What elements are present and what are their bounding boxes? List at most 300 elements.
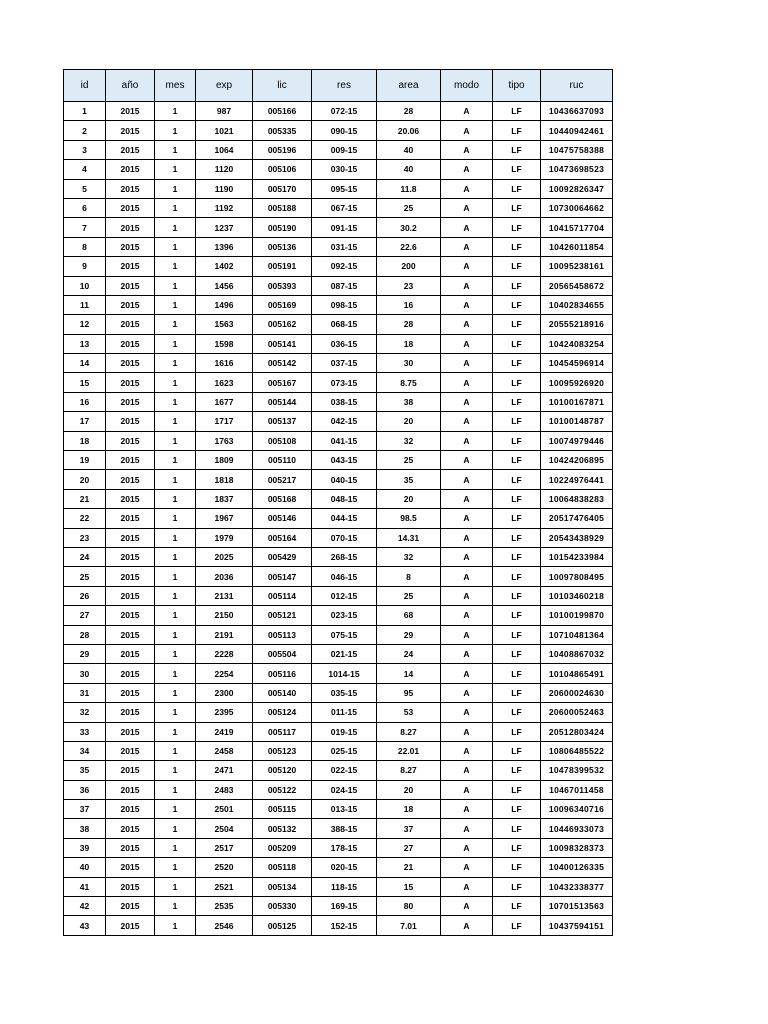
cell-exp: 1064 xyxy=(196,140,253,159)
table-row xyxy=(64,354,613,373)
cell-exp: 2501 xyxy=(196,800,253,819)
cell-lic: 005117 xyxy=(253,722,312,741)
cell-tipo: LF xyxy=(493,877,541,896)
cell-res: 025-15 xyxy=(312,741,377,760)
cell-ano: 2015 xyxy=(106,392,155,411)
cell-ruc: 10100148787 xyxy=(541,412,613,431)
cell-ano: 2015 xyxy=(106,412,155,431)
cell-lic: 005114 xyxy=(253,586,312,605)
cell-ano: 2015 xyxy=(106,683,155,702)
cell-exp: 2150 xyxy=(196,606,253,625)
cell-exp: 2300 xyxy=(196,683,253,702)
cell-tipo: LF xyxy=(493,683,541,702)
cell-res: 091-15 xyxy=(312,218,377,237)
cell-exp: 2520 xyxy=(196,858,253,877)
cell-res: 1014-15 xyxy=(312,664,377,683)
cell-area: 11.8 xyxy=(377,179,441,198)
cell-modo: A xyxy=(441,877,493,896)
cell-ruc: 10467011458 xyxy=(541,780,613,799)
cell-tipo: LF xyxy=(493,703,541,722)
cell-id: 36 xyxy=(64,780,106,799)
cell-mes: 1 xyxy=(155,392,196,411)
table-row xyxy=(64,276,613,295)
cell-tipo: LF xyxy=(493,451,541,470)
cell-mes: 1 xyxy=(155,218,196,237)
cell-res: 087-15 xyxy=(312,276,377,295)
cell-ruc: 10415717704 xyxy=(541,218,613,237)
cell-ruc: 10440942461 xyxy=(541,121,613,140)
cell-modo: A xyxy=(441,198,493,217)
cell-ruc: 20543438929 xyxy=(541,528,613,547)
cell-res: 118-15 xyxy=(312,877,377,896)
cell-modo: A xyxy=(441,897,493,916)
cell-exp: 1763 xyxy=(196,431,253,450)
cell-tipo: LF xyxy=(493,198,541,217)
cell-modo: A xyxy=(441,295,493,314)
cell-modo: A xyxy=(441,257,493,276)
cell-exp: 2419 xyxy=(196,722,253,741)
cell-mes: 1 xyxy=(155,334,196,353)
table-row xyxy=(64,102,613,121)
cell-ruc: 10408867032 xyxy=(541,644,613,663)
cell-id: 42 xyxy=(64,897,106,916)
cell-ruc: 10103460218 xyxy=(541,586,613,605)
cell-modo: A xyxy=(441,489,493,508)
cell-res: 019-15 xyxy=(312,722,377,741)
cell-ano: 2015 xyxy=(106,257,155,276)
cell-area: 25 xyxy=(377,586,441,605)
cell-exp: 2517 xyxy=(196,838,253,857)
cell-exp: 2395 xyxy=(196,703,253,722)
cell-lic: 005124 xyxy=(253,703,312,722)
cell-res: 036-15 xyxy=(312,334,377,353)
cell-lic: 005120 xyxy=(253,761,312,780)
cell-lic: 005144 xyxy=(253,392,312,411)
cell-ano: 2015 xyxy=(106,431,155,450)
cell-res: 178-15 xyxy=(312,838,377,857)
cell-area: 32 xyxy=(377,547,441,566)
cell-id: 3 xyxy=(64,140,106,159)
cell-ano: 2015 xyxy=(106,218,155,237)
cell-lic: 005170 xyxy=(253,179,312,198)
cell-ruc: 10436637093 xyxy=(541,102,613,121)
cell-exp: 2458 xyxy=(196,741,253,760)
cell-exp: 1192 xyxy=(196,198,253,217)
cell-mes: 1 xyxy=(155,741,196,760)
cell-ano: 2015 xyxy=(106,644,155,663)
cell-ruc: 10098328373 xyxy=(541,838,613,857)
cell-modo: A xyxy=(441,470,493,489)
cell-lic: 005108 xyxy=(253,431,312,450)
cell-tipo: LF xyxy=(493,838,541,857)
cell-area: 68 xyxy=(377,606,441,625)
cell-ano: 2015 xyxy=(106,315,155,334)
cell-modo: A xyxy=(441,858,493,877)
cell-ruc: 10475758388 xyxy=(541,140,613,159)
cell-lic: 005113 xyxy=(253,625,312,644)
cell-ano: 2015 xyxy=(106,451,155,470)
cell-ruc: 10092826347 xyxy=(541,179,613,198)
cell-ano: 2015 xyxy=(106,838,155,857)
cell-id: 39 xyxy=(64,838,106,857)
cell-ruc: 10095926920 xyxy=(541,373,613,392)
data-table xyxy=(63,69,613,936)
cell-tipo: LF xyxy=(493,897,541,916)
cell-res: 038-15 xyxy=(312,392,377,411)
cell-modo: A xyxy=(441,179,493,198)
cell-lic: 005121 xyxy=(253,606,312,625)
cell-id: 15 xyxy=(64,373,106,392)
cell-tipo: LF xyxy=(493,295,541,314)
cell-lic: 005217 xyxy=(253,470,312,489)
cell-ruc: 10100167871 xyxy=(541,392,613,411)
cell-mes: 1 xyxy=(155,916,196,935)
cell-lic: 005122 xyxy=(253,780,312,799)
cell-mes: 1 xyxy=(155,257,196,276)
table-row xyxy=(64,509,613,528)
cell-res: 072-15 xyxy=(312,102,377,121)
cell-ruc: 10402834655 xyxy=(541,295,613,314)
cell-mes: 1 xyxy=(155,373,196,392)
cell-id: 38 xyxy=(64,819,106,838)
cell-area: 25 xyxy=(377,198,441,217)
cell-area: 28 xyxy=(377,102,441,121)
cell-ano: 2015 xyxy=(106,722,155,741)
cell-area: 18 xyxy=(377,800,441,819)
cell-tipo: LF xyxy=(493,237,541,256)
cell-mes: 1 xyxy=(155,470,196,489)
cell-mes: 1 xyxy=(155,354,196,373)
table-row xyxy=(64,547,613,566)
cell-lic: 005147 xyxy=(253,567,312,586)
cell-area: 40 xyxy=(377,160,441,179)
cell-modo: A xyxy=(441,160,493,179)
cell-lic: 005393 xyxy=(253,276,312,295)
cell-id: 29 xyxy=(64,644,106,663)
cell-exp: 2254 xyxy=(196,664,253,683)
cell-modo: A xyxy=(441,664,493,683)
cell-mes: 1 xyxy=(155,664,196,683)
cell-res: 073-15 xyxy=(312,373,377,392)
cell-tipo: LF xyxy=(493,664,541,683)
cell-area: 27 xyxy=(377,838,441,857)
cell-area: 7.01 xyxy=(377,916,441,935)
table-row xyxy=(64,741,613,760)
cell-area: 22.6 xyxy=(377,237,441,256)
cell-ano: 2015 xyxy=(106,567,155,586)
cell-ruc: 10097808495 xyxy=(541,567,613,586)
cell-tipo: LF xyxy=(493,276,541,295)
cell-ano: 2015 xyxy=(106,741,155,760)
cell-ano: 2015 xyxy=(106,470,155,489)
cell-res: 022-15 xyxy=(312,761,377,780)
cell-mes: 1 xyxy=(155,198,196,217)
cell-modo: A xyxy=(441,509,493,528)
cell-ano: 2015 xyxy=(106,877,155,896)
cell-mes: 1 xyxy=(155,179,196,198)
cell-id: 28 xyxy=(64,625,106,644)
cell-tipo: LF xyxy=(493,354,541,373)
cell-ruc: 20600052463 xyxy=(541,703,613,722)
cell-ano: 2015 xyxy=(106,586,155,605)
table-row xyxy=(64,140,613,159)
cell-res: 067-15 xyxy=(312,198,377,217)
cell-res: 098-15 xyxy=(312,295,377,314)
cell-ruc: 10104865491 xyxy=(541,664,613,683)
cell-ruc: 10424083254 xyxy=(541,334,613,353)
cell-ano: 2015 xyxy=(106,198,155,217)
cell-mes: 1 xyxy=(155,683,196,702)
cell-mes: 1 xyxy=(155,412,196,431)
cell-ruc: 10701513563 xyxy=(541,897,613,916)
cell-area: 20 xyxy=(377,489,441,508)
cell-mes: 1 xyxy=(155,800,196,819)
cell-res: 024-15 xyxy=(312,780,377,799)
table-row xyxy=(64,237,613,256)
cell-area: 21 xyxy=(377,858,441,877)
cell-modo: A xyxy=(441,761,493,780)
cell-res: 090-15 xyxy=(312,121,377,140)
cell-res: 046-15 xyxy=(312,567,377,586)
cell-exp: 2036 xyxy=(196,567,253,586)
cell-mes: 1 xyxy=(155,528,196,547)
cell-lic: 005169 xyxy=(253,295,312,314)
cell-exp: 2483 xyxy=(196,780,253,799)
cell-tipo: LF xyxy=(493,567,541,586)
cell-tipo: LF xyxy=(493,800,541,819)
table-row xyxy=(64,800,613,819)
cell-res: 009-15 xyxy=(312,140,377,159)
cell-tipo: LF xyxy=(493,858,541,877)
cell-tipo: LF xyxy=(493,625,541,644)
cell-id: 13 xyxy=(64,334,106,353)
cell-ruc: 20512803424 xyxy=(541,722,613,741)
table-row xyxy=(64,160,613,179)
cell-mes: 1 xyxy=(155,722,196,741)
cell-res: 043-15 xyxy=(312,451,377,470)
table-row xyxy=(64,373,613,392)
cell-mes: 1 xyxy=(155,160,196,179)
cell-res: 030-15 xyxy=(312,160,377,179)
cell-tipo: LF xyxy=(493,179,541,198)
cell-tipo: LF xyxy=(493,644,541,663)
cell-lic: 005146 xyxy=(253,509,312,528)
cell-ruc: 10478399532 xyxy=(541,761,613,780)
table-row xyxy=(64,412,613,431)
cell-id: 33 xyxy=(64,722,106,741)
cell-res: 040-15 xyxy=(312,470,377,489)
cell-exp: 2471 xyxy=(196,761,253,780)
cell-id: 8 xyxy=(64,237,106,256)
cell-exp: 1623 xyxy=(196,373,253,392)
cell-modo: A xyxy=(441,586,493,605)
cell-id: 34 xyxy=(64,741,106,760)
cell-modo: A xyxy=(441,528,493,547)
table-row xyxy=(64,644,613,663)
cell-ano: 2015 xyxy=(106,140,155,159)
cell-id: 24 xyxy=(64,547,106,566)
table-row xyxy=(64,916,613,935)
cell-ano: 2015 xyxy=(106,160,155,179)
cell-tipo: LF xyxy=(493,334,541,353)
cell-res: 268-15 xyxy=(312,547,377,566)
cell-tipo: LF xyxy=(493,586,541,605)
table-row xyxy=(64,625,613,644)
cell-exp: 2228 xyxy=(196,644,253,663)
cell-lic: 005330 xyxy=(253,897,312,916)
cell-modo: A xyxy=(441,800,493,819)
cell-tipo: LF xyxy=(493,761,541,780)
cell-id: 19 xyxy=(64,451,106,470)
table-header xyxy=(64,70,613,102)
cell-mes: 1 xyxy=(155,121,196,140)
cell-tipo: LF xyxy=(493,780,541,799)
cell-modo: A xyxy=(441,606,493,625)
cell-area: 20.06 xyxy=(377,121,441,140)
cell-exp: 2521 xyxy=(196,877,253,896)
table-row xyxy=(64,664,613,683)
cell-id: 20 xyxy=(64,470,106,489)
cell-lic: 005106 xyxy=(253,160,312,179)
cell-area: 16 xyxy=(377,295,441,314)
cell-area: 30 xyxy=(377,354,441,373)
cell-id: 16 xyxy=(64,392,106,411)
cell-exp: 1396 xyxy=(196,237,253,256)
cell-mes: 1 xyxy=(155,315,196,334)
cell-ruc: 10224976441 xyxy=(541,470,613,489)
cell-exp: 1237 xyxy=(196,218,253,237)
table-row xyxy=(64,586,613,605)
cell-tipo: LF xyxy=(493,528,541,547)
cell-lic: 005166 xyxy=(253,102,312,121)
cell-mes: 1 xyxy=(155,567,196,586)
cell-ruc: 10095238161 xyxy=(541,257,613,276)
cell-mes: 1 xyxy=(155,237,196,256)
cell-lic: 005335 xyxy=(253,121,312,140)
table-row xyxy=(64,858,613,877)
cell-ruc: 10437594151 xyxy=(541,916,613,935)
cell-tipo: LF xyxy=(493,509,541,528)
cell-id: 30 xyxy=(64,664,106,683)
cell-ano: 2015 xyxy=(106,916,155,935)
table-row xyxy=(64,334,613,353)
cell-res: 044-15 xyxy=(312,509,377,528)
cell-ruc: 10806485522 xyxy=(541,741,613,760)
cell-id: 10 xyxy=(64,276,106,295)
cell-mes: 1 xyxy=(155,703,196,722)
cell-modo: A xyxy=(441,741,493,760)
table-row xyxy=(64,838,613,857)
cell-res: 031-15 xyxy=(312,237,377,256)
cell-mes: 1 xyxy=(155,780,196,799)
cell-lic: 005142 xyxy=(253,354,312,373)
cell-modo: A xyxy=(441,722,493,741)
header-row xyxy=(64,70,613,102)
cell-res: 023-15 xyxy=(312,606,377,625)
cell-modo: A xyxy=(441,140,493,159)
cell-id: 32 xyxy=(64,703,106,722)
cell-ruc: 10100199870 xyxy=(541,606,613,625)
cell-area: 20 xyxy=(377,412,441,431)
cell-res: 388-15 xyxy=(312,819,377,838)
cell-exp: 1717 xyxy=(196,412,253,431)
cell-tipo: LF xyxy=(493,373,541,392)
cell-ruc: 10426011854 xyxy=(541,237,613,256)
cell-lic: 005188 xyxy=(253,198,312,217)
cell-res: 075-15 xyxy=(312,625,377,644)
cell-area: 38 xyxy=(377,392,441,411)
cell-modo: A xyxy=(441,683,493,702)
cell-mes: 1 xyxy=(155,644,196,663)
cell-modo: A xyxy=(441,218,493,237)
cell-mes: 1 xyxy=(155,276,196,295)
cell-tipo: LF xyxy=(493,218,541,237)
cell-id: 31 xyxy=(64,683,106,702)
cell-mes: 1 xyxy=(155,586,196,605)
column-header-exp: exp xyxy=(196,70,253,102)
column-header-res: res xyxy=(312,70,377,102)
cell-res: 068-15 xyxy=(312,315,377,334)
cell-lic: 005110 xyxy=(253,451,312,470)
cell-exp: 1837 xyxy=(196,489,253,508)
cell-exp: 1021 xyxy=(196,121,253,140)
table-row xyxy=(64,392,613,411)
cell-exp: 1818 xyxy=(196,470,253,489)
cell-modo: A xyxy=(441,916,493,935)
cell-res: 169-15 xyxy=(312,897,377,916)
cell-res: 013-15 xyxy=(312,800,377,819)
cell-exp: 1402 xyxy=(196,257,253,276)
cell-id: 1 xyxy=(64,102,106,121)
cell-mes: 1 xyxy=(155,761,196,780)
cell-tipo: LF xyxy=(493,741,541,760)
cell-tipo: LF xyxy=(493,916,541,935)
cell-res: 011-15 xyxy=(312,703,377,722)
cell-ano: 2015 xyxy=(106,547,155,566)
cell-lic: 005123 xyxy=(253,741,312,760)
column-header-ruc: ruc xyxy=(541,70,613,102)
cell-mes: 1 xyxy=(155,509,196,528)
cell-id: 12 xyxy=(64,315,106,334)
cell-ruc: 10064838283 xyxy=(541,489,613,508)
cell-modo: A xyxy=(441,392,493,411)
column-header-ano: año xyxy=(106,70,155,102)
cell-ano: 2015 xyxy=(106,625,155,644)
cell-lic: 005118 xyxy=(253,858,312,877)
table-row xyxy=(64,761,613,780)
column-header-modo: modo xyxy=(441,70,493,102)
cell-area: 8 xyxy=(377,567,441,586)
cell-exp: 1967 xyxy=(196,509,253,528)
cell-ano: 2015 xyxy=(106,800,155,819)
cell-tipo: LF xyxy=(493,392,541,411)
cell-id: 4 xyxy=(64,160,106,179)
cell-id: 6 xyxy=(64,198,106,217)
cell-tipo: LF xyxy=(493,547,541,566)
cell-mes: 1 xyxy=(155,606,196,625)
table-row xyxy=(64,451,613,470)
cell-ano: 2015 xyxy=(106,489,155,508)
cell-ruc: 20565458672 xyxy=(541,276,613,295)
cell-ano: 2015 xyxy=(106,121,155,140)
cell-res: 092-15 xyxy=(312,257,377,276)
cell-ano: 2015 xyxy=(106,373,155,392)
cell-ruc: 10432338377 xyxy=(541,877,613,896)
cell-lic: 005504 xyxy=(253,644,312,663)
cell-lic: 005168 xyxy=(253,489,312,508)
cell-exp: 2546 xyxy=(196,916,253,935)
cell-lic: 005209 xyxy=(253,838,312,857)
